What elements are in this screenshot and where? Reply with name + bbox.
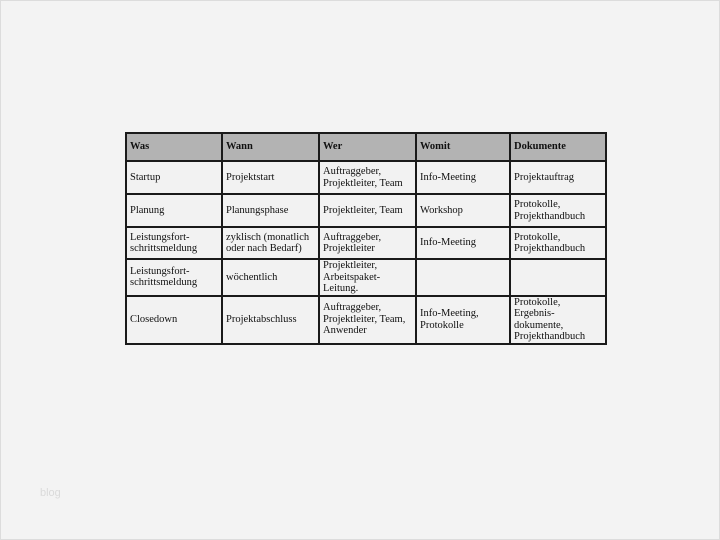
table-cell: Info-Meeting [416, 227, 510, 259]
process-table [125, 132, 607, 345]
header-cell-was: Was [126, 133, 222, 161]
table-cell: Workshop [416, 194, 510, 227]
header-cell-womit: Womit [416, 133, 510, 161]
table-cell: Startup [126, 161, 222, 194]
watermark-text: blog [40, 487, 61, 499]
table-row [126, 161, 606, 194]
table-cell: Protokolle, Ergebnis- dokumente, Projekthandbuch [510, 296, 606, 344]
table-cell: Projektabschluss [222, 296, 319, 344]
table-cell: Info-Meeting, Protokolle [416, 296, 510, 344]
table-row [126, 259, 606, 296]
header-cell-dokumente: Dokumente [510, 133, 606, 161]
table-cell: Closedown [126, 296, 222, 344]
table-cell: Leistungsfort- schrittsmeldung [126, 227, 222, 259]
table-cell: zyklisch (monatlich oder nach Bedarf) [222, 227, 319, 259]
table-cell: Auftraggeber, Projektleiter [319, 227, 416, 259]
table-cell: Auftraggeber, Projektleiter, Team [319, 161, 416, 194]
table-cell: Planung [126, 194, 222, 227]
table-cell: Auftraggeber, Projektleiter, Team, Anwender [319, 296, 416, 344]
table-row [126, 296, 606, 344]
table-cell: wöchentlich [222, 259, 319, 296]
header-cell-wann: Wann [222, 133, 319, 161]
table-cell: Planungsphase [222, 194, 319, 227]
table-cell: Leistungsfort- schrittsmeldung [126, 259, 222, 296]
table-cell: Protokolle, Projekthandbuch [510, 227, 606, 259]
table-cell: Info-Meeting [416, 161, 510, 194]
table-cell [416, 259, 510, 296]
table-cell: Projektleiter, Team [319, 194, 416, 227]
table-header-row [126, 133, 606, 161]
table-row [126, 194, 606, 227]
table-cell [510, 259, 606, 296]
header-cell-wer: Wer [319, 133, 416, 161]
table-cell: Projektstart [222, 161, 319, 194]
table-cell: Projektauftrag [510, 161, 606, 194]
table-row [126, 227, 606, 259]
table-cell: Projektleiter, Arbeitspaket-Leitung. [319, 259, 416, 296]
table-cell: Protokolle, Projekthandbuch [510, 194, 606, 227]
